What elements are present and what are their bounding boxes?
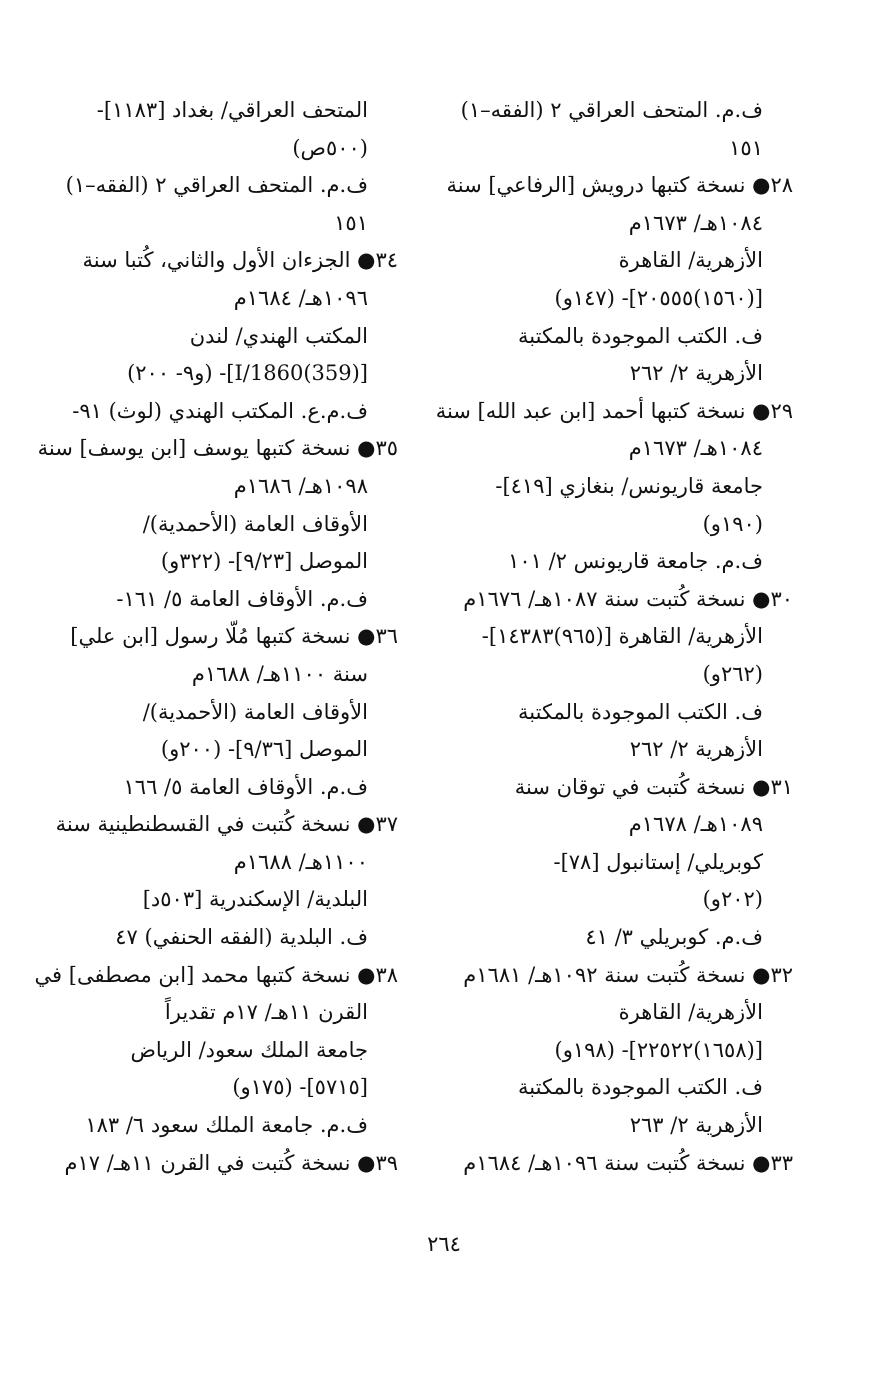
reference-line: ف.م. المتحف العراقي ٢ (الفقه–١)	[65, 173, 368, 198]
reference-line: ف.م. كوبريلي ٣/ ٤١	[585, 925, 763, 950]
reference-line: ف. البلدية (الفقه الحنفي) ٤٧	[115, 925, 368, 950]
text-line: [(١٥٦٠)٢٠٥٥٥]- (١٤٧و)	[554, 285, 763, 310]
entry-line: ٣٨● نسخة كتبها محمد [ابن مصطفى] في	[34, 962, 398, 987]
entry-line: ٣٠● نسخة كُتبت سنة ١٠٨٧هـ/ ١٦٧٦م	[463, 586, 793, 611]
text-line: الأزهرية ٢/ ٢٦٢	[629, 737, 763, 762]
reference-line: ف. الكتب الموجودة بالمكتبة	[518, 1075, 763, 1100]
text-line: الأزهرية/ القاهرة [(٩٦٥)١٤٣٨٣]-	[481, 624, 763, 649]
text-line: الموصل [٩/٢٣]- (٣٢٢و)	[160, 549, 368, 574]
text-line: الموصل [٩/٣٦]- (٢٠٠و)	[160, 737, 368, 762]
text-line: جامعة الملك سعود/ الرياض	[130, 1037, 368, 1062]
entry-line: ٣٩● نسخة كُتبت في القرن ١١هـ/ ١٧م	[64, 1150, 398, 1175]
text-line: الأوقاف العامة (الأحمدية)/	[142, 511, 368, 536]
text-line: ١٠٩٦هـ/ ١٦٨٤م	[233, 285, 368, 310]
text-line: الأزهرية/ القاهرة	[618, 248, 763, 273]
reference-line: ف.م. الأوقاف العامة ٥/ ١٦١-	[116, 586, 368, 611]
reference-line: ف.م. المتحف العراقي ٢ (الفقه–١)	[460, 98, 763, 122]
text-line: كوبريلي/ إستانبول [٧٨]-	[553, 849, 763, 874]
text-line: [(١٦٥٨)٢٢٥٢٢]- (١٩٨و)	[554, 1037, 763, 1062]
text-line: الأوقاف العامة (الأحمدية)/	[142, 699, 368, 724]
text-line: جامعة قاريونس/ بنغازي [٤١٩]-	[495, 473, 763, 498]
text-line: الأزهرية ٢/ ٢٦٣	[629, 1113, 763, 1138]
page-number: ٢٦٤	[427, 1232, 461, 1256]
left-column	[34, 92, 398, 1182]
entry-line: ٣٤● الجزءان الأول والثاني، كُتبا سنة	[82, 248, 398, 273]
text-line: ١٥١	[729, 135, 763, 160]
text-line: ١٠٨٩هـ/ ١٦٧٨م	[628, 812, 763, 837]
text-line: ١٠٨٤هـ/ ١٦٧٣م	[628, 436, 763, 461]
text-line: (١٩٠و)	[702, 511, 763, 536]
text-line: ١٥١	[334, 210, 368, 235]
reference-line: ف.م. جامعة الملك سعود ٦/ ١٨٣	[85, 1113, 368, 1138]
text-line: الأزهرية ٢/ ٢٦٢	[629, 361, 763, 386]
text-line: [I/1860(359)]- (و٩- ٢٠٠)	[127, 361, 368, 386]
text-line: الأزهرية/ القاهرة	[618, 1000, 763, 1025]
reference-line: ف.م.ع. المكتب الهندي (لوث) ٩١-	[72, 398, 368, 423]
entry-line: ٣١● نسخة كُتبت في توقان سنة	[514, 774, 793, 799]
right-column	[435, 92, 793, 1182]
entry-line: ٣٢● نسخة كُتبت سنة ١٠٩٢هـ/ ١٦٨١م	[463, 962, 793, 987]
text-line: (٢٦٢و)	[702, 661, 763, 686]
text-line: (٥٠٠ص)	[292, 135, 368, 160]
text-line: ١١٠٠هـ/ ١٦٨٨م	[233, 849, 368, 874]
entry-line: ٣٥● نسخة كتبها يوسف [ابن يوسف] سنة	[37, 436, 398, 461]
text-line: المكتب الهندي/ لندن	[189, 323, 368, 348]
reference-line: ف. الكتب الموجودة بالمكتبة	[518, 699, 763, 724]
text-line: سنة ١١٠٠هـ/ ١٦٨٨م	[191, 661, 368, 686]
text-line: البلدية/ الإسكندرية [٥٠٣د]	[142, 887, 368, 912]
entry-line: ٣٧● نسخة كُتبت في القسطنطينية سنة	[55, 812, 398, 837]
reference-line: ف. الكتب الموجودة بالمكتبة	[518, 323, 763, 348]
text-line: ١٠٩٨هـ/ ١٦٨٦م	[233, 473, 368, 498]
entry-line: ٣٦● نسخة كتبها مُلّا رسول [ابن علي]	[70, 624, 398, 649]
entry-line: ٢٨● نسخة كتبها درويش [الرفاعي] سنة	[446, 173, 793, 198]
entry-line: ٣٣● نسخة كُتبت سنة ١٠٩٦هـ/ ١٦٨٤م	[463, 1150, 793, 1175]
text-line: (٢٠٢و)	[702, 887, 763, 912]
text-line: القرن ١١هـ/ ١٧م تقديراً	[164, 1000, 368, 1025]
text-line: ١٠٨٤هـ/ ١٦٧٣م	[628, 210, 763, 235]
reference-line: ف.م. الأوقاف العامة ٥/ ١٦٦	[123, 774, 368, 799]
entry-line: ٢٩● نسخة كتبها أحمد [ابن عبد الله] سنة	[435, 398, 793, 423]
text-line: [٥٧١٥]- (١٧٥و)	[232, 1075, 368, 1100]
text-line: المتحف العراقي/ بغداد [١١٨٣]-	[96, 98, 368, 122]
reference-line: ف.م. جامعة قاريونس ٢/ ١٠١	[508, 549, 763, 574]
